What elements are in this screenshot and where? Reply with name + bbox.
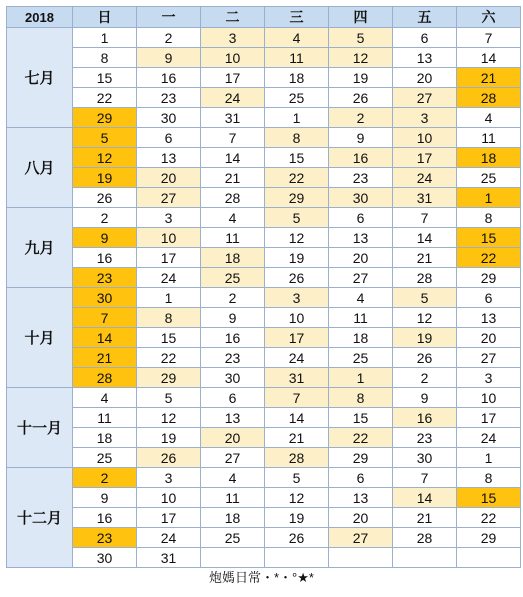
day-cell: 21 <box>457 68 521 88</box>
day-cell: 10 <box>457 388 521 408</box>
day-cell: 6 <box>137 128 201 148</box>
day-cell: 20 <box>329 508 393 528</box>
day-cell: 3 <box>201 28 265 48</box>
week-row <box>7 508 521 528</box>
day-cell: 27 <box>457 348 521 368</box>
day-cell: 8 <box>329 388 393 408</box>
day-cell: 25 <box>201 268 265 288</box>
week-row <box>7 528 521 548</box>
day-cell: 20 <box>329 248 393 268</box>
day-cell: 7 <box>393 208 457 228</box>
day-cell: 11 <box>457 128 521 148</box>
day-cell: 30 <box>137 108 201 128</box>
day-cell: 9 <box>73 488 137 508</box>
empty-day-cell <box>201 548 265 568</box>
day-cell: 8 <box>265 128 329 148</box>
weekday-thu: 四 <box>329 7 393 28</box>
day-cell: 6 <box>201 388 265 408</box>
day-cell: 14 <box>393 488 457 508</box>
week-row <box>7 48 521 68</box>
week-row <box>7 468 521 488</box>
day-cell: 29 <box>457 268 521 288</box>
day-cell: 28 <box>265 448 329 468</box>
day-cell: 15 <box>457 488 521 508</box>
day-cell: 3 <box>137 208 201 228</box>
day-cell: 29 <box>265 188 329 208</box>
day-cell: 16 <box>329 148 393 168</box>
week-row <box>7 188 521 208</box>
day-cell: 13 <box>329 488 393 508</box>
day-cell: 15 <box>137 328 201 348</box>
day-cell: 15 <box>73 68 137 88</box>
day-cell: 29 <box>329 448 393 468</box>
day-cell: 12 <box>73 148 137 168</box>
day-cell: 24 <box>393 168 457 188</box>
day-cell: 4 <box>201 468 265 488</box>
day-cell: 30 <box>73 548 137 568</box>
day-cell: 14 <box>457 48 521 68</box>
day-cell: 17 <box>137 248 201 268</box>
day-cell: 2 <box>137 28 201 48</box>
week-row <box>7 368 521 388</box>
week-row <box>7 228 521 248</box>
day-cell: 28 <box>201 188 265 208</box>
day-cell: 22 <box>265 168 329 188</box>
day-cell: 5 <box>137 388 201 408</box>
empty-day-cell <box>457 548 521 568</box>
day-cell: 4 <box>329 288 393 308</box>
week-row <box>7 148 521 168</box>
day-cell: 17 <box>457 408 521 428</box>
month-label-nov: 十一月 <box>7 388 73 468</box>
day-cell: 3 <box>137 468 201 488</box>
day-cell: 8 <box>457 208 521 228</box>
day-cell: 12 <box>265 228 329 248</box>
day-cell: 24 <box>265 348 329 368</box>
day-cell: 20 <box>393 68 457 88</box>
day-cell: 30 <box>73 288 137 308</box>
day-cell: 26 <box>73 188 137 208</box>
day-cell: 4 <box>457 108 521 128</box>
weekday-sat: 六 <box>457 7 521 28</box>
week-row <box>7 288 521 308</box>
day-cell: 16 <box>137 68 201 88</box>
week-row <box>7 208 521 228</box>
day-cell: 18 <box>201 508 265 528</box>
day-cell: 16 <box>73 248 137 268</box>
day-cell: 16 <box>393 408 457 428</box>
day-cell: 19 <box>265 508 329 528</box>
day-cell: 13 <box>393 48 457 68</box>
day-cell: 25 <box>73 448 137 468</box>
week-row <box>7 28 521 48</box>
weekday-header-row <box>7 7 521 28</box>
day-cell: 27 <box>329 528 393 548</box>
weekday-fri: 五 <box>393 7 457 28</box>
day-cell: 23 <box>201 348 265 368</box>
week-row <box>7 268 521 288</box>
day-cell: 1 <box>457 188 521 208</box>
day-cell: 11 <box>265 48 329 68</box>
weekday-tue: 二 <box>201 7 265 28</box>
weekday-sun: 日 <box>73 7 137 28</box>
day-cell: 16 <box>201 328 265 348</box>
calendar-body <box>7 28 521 568</box>
day-cell: 29 <box>73 108 137 128</box>
day-cell: 15 <box>457 228 521 248</box>
day-cell: 30 <box>393 448 457 468</box>
day-cell: 9 <box>393 388 457 408</box>
day-cell: 1 <box>137 288 201 308</box>
day-cell: 30 <box>329 188 393 208</box>
day-cell: 21 <box>393 508 457 528</box>
weekday-mon: 一 <box>137 7 201 28</box>
day-cell: 9 <box>329 128 393 148</box>
year-label: 2018 <box>7 7 73 28</box>
day-cell: 25 <box>201 528 265 548</box>
day-cell: 20 <box>457 328 521 348</box>
day-cell: 9 <box>73 228 137 248</box>
calendar-table <box>6 6 521 568</box>
day-cell: 7 <box>393 468 457 488</box>
week-row <box>7 408 521 428</box>
month-label-jul: 七月 <box>7 28 73 128</box>
day-cell: 21 <box>201 168 265 188</box>
day-cell: 17 <box>265 328 329 348</box>
day-cell: 17 <box>393 148 457 168</box>
day-cell: 10 <box>137 488 201 508</box>
day-cell: 31 <box>393 188 457 208</box>
day-cell: 27 <box>201 448 265 468</box>
day-cell: 13 <box>329 228 393 248</box>
day-cell: 2 <box>329 108 393 128</box>
day-cell: 14 <box>73 328 137 348</box>
day-cell: 8 <box>457 468 521 488</box>
day-cell: 31 <box>137 548 201 568</box>
day-cell: 31 <box>265 368 329 388</box>
day-cell: 20 <box>201 428 265 448</box>
month-label-dec: 十二月 <box>7 468 73 568</box>
day-cell: 10 <box>137 228 201 248</box>
day-cell: 8 <box>73 48 137 68</box>
day-cell: 18 <box>265 68 329 88</box>
day-cell: 5 <box>73 128 137 148</box>
day-cell: 6 <box>393 28 457 48</box>
day-cell: 23 <box>329 168 393 188</box>
week-row <box>7 448 521 468</box>
footer-caption: 炮媽日常・*・°★* <box>209 570 314 585</box>
month-label-sep: 九月 <box>7 208 73 288</box>
day-cell: 28 <box>73 368 137 388</box>
day-cell: 16 <box>73 508 137 528</box>
day-cell: 22 <box>137 348 201 368</box>
day-cell: 4 <box>201 208 265 228</box>
day-cell: 6 <box>329 208 393 228</box>
day-cell: 23 <box>137 88 201 108</box>
day-cell: 19 <box>393 328 457 348</box>
day-cell: 1 <box>265 108 329 128</box>
day-cell: 28 <box>393 528 457 548</box>
day-cell: 21 <box>73 348 137 368</box>
day-cell: 26 <box>265 268 329 288</box>
day-cell: 5 <box>329 28 393 48</box>
day-cell: 22 <box>329 428 393 448</box>
week-row <box>7 68 521 88</box>
day-cell: 22 <box>73 88 137 108</box>
day-cell: 9 <box>201 308 265 328</box>
weekday-wed: 三 <box>265 7 329 28</box>
day-cell: 21 <box>393 248 457 268</box>
day-cell: 19 <box>265 248 329 268</box>
day-cell: 7 <box>265 388 329 408</box>
week-row <box>7 88 521 108</box>
day-cell: 22 <box>457 508 521 528</box>
day-cell: 19 <box>73 168 137 188</box>
day-cell: 23 <box>73 528 137 548</box>
day-cell: 5 <box>265 208 329 228</box>
month-label-aug: 八月 <box>7 128 73 208</box>
day-cell: 1 <box>457 448 521 468</box>
day-cell: 14 <box>393 228 457 248</box>
day-cell: 8 <box>137 308 201 328</box>
day-cell: 15 <box>329 408 393 428</box>
day-cell: 6 <box>329 468 393 488</box>
week-row <box>7 388 521 408</box>
day-cell: 25 <box>329 348 393 368</box>
day-cell: 28 <box>457 88 521 108</box>
week-row <box>7 128 521 148</box>
day-cell: 12 <box>265 488 329 508</box>
day-cell: 9 <box>137 48 201 68</box>
day-cell: 14 <box>265 408 329 428</box>
week-row <box>7 548 521 568</box>
day-cell: 3 <box>457 368 521 388</box>
day-cell: 17 <box>137 508 201 528</box>
day-cell: 11 <box>201 228 265 248</box>
day-cell: 12 <box>137 408 201 428</box>
day-cell: 22 <box>457 248 521 268</box>
day-cell: 15 <box>265 148 329 168</box>
week-row <box>7 348 521 368</box>
week-row <box>7 488 521 508</box>
day-cell: 7 <box>201 128 265 148</box>
day-cell: 29 <box>457 528 521 548</box>
day-cell: 18 <box>73 428 137 448</box>
day-cell: 2 <box>73 208 137 228</box>
day-cell: 26 <box>393 348 457 368</box>
day-cell: 19 <box>137 428 201 448</box>
week-row <box>7 328 521 348</box>
day-cell: 10 <box>393 128 457 148</box>
day-cell: 24 <box>137 528 201 548</box>
week-row <box>7 108 521 128</box>
week-row <box>7 428 521 448</box>
day-cell: 12 <box>329 48 393 68</box>
week-row <box>7 168 521 188</box>
empty-day-cell <box>265 548 329 568</box>
day-cell: 10 <box>201 48 265 68</box>
day-cell: 17 <box>201 68 265 88</box>
day-cell: 10 <box>265 308 329 328</box>
day-cell: 7 <box>73 308 137 328</box>
day-cell: 11 <box>73 408 137 428</box>
day-cell: 14 <box>201 148 265 168</box>
day-cell: 21 <box>265 428 329 448</box>
day-cell: 18 <box>201 248 265 268</box>
day-cell: 18 <box>457 148 521 168</box>
day-cell: 4 <box>265 28 329 48</box>
day-cell: 29 <box>137 368 201 388</box>
day-cell: 23 <box>73 268 137 288</box>
week-row <box>7 308 521 328</box>
day-cell: 5 <box>393 288 457 308</box>
day-cell: 28 <box>393 268 457 288</box>
week-row <box>7 248 521 268</box>
day-cell: 24 <box>457 428 521 448</box>
day-cell: 6 <box>457 288 521 308</box>
day-cell: 30 <box>201 368 265 388</box>
day-cell: 27 <box>329 268 393 288</box>
day-cell: 2 <box>73 468 137 488</box>
day-cell: 4 <box>73 388 137 408</box>
day-cell: 3 <box>265 288 329 308</box>
day-cell: 7 <box>457 28 521 48</box>
day-cell: 3 <box>393 108 457 128</box>
day-cell: 20 <box>137 168 201 188</box>
day-cell: 1 <box>73 28 137 48</box>
day-cell: 13 <box>457 308 521 328</box>
empty-day-cell <box>329 548 393 568</box>
day-cell: 23 <box>393 428 457 448</box>
day-cell: 13 <box>137 148 201 168</box>
day-cell: 19 <box>329 68 393 88</box>
day-cell: 31 <box>201 108 265 128</box>
day-cell: 26 <box>329 88 393 108</box>
month-label-oct: 十月 <box>7 288 73 388</box>
day-cell: 26 <box>137 448 201 468</box>
day-cell: 27 <box>393 88 457 108</box>
day-cell: 25 <box>265 88 329 108</box>
day-cell: 13 <box>201 408 265 428</box>
day-cell: 11 <box>201 488 265 508</box>
empty-day-cell <box>393 548 457 568</box>
day-cell: 11 <box>329 308 393 328</box>
day-cell: 27 <box>137 188 201 208</box>
day-cell: 24 <box>201 88 265 108</box>
day-cell: 25 <box>457 168 521 188</box>
day-cell: 18 <box>329 328 393 348</box>
day-cell: 2 <box>393 368 457 388</box>
day-cell: 24 <box>137 268 201 288</box>
day-cell: 26 <box>265 528 329 548</box>
day-cell: 1 <box>329 368 393 388</box>
day-cell: 12 <box>393 308 457 328</box>
day-cell: 5 <box>265 468 329 488</box>
day-cell: 2 <box>201 288 265 308</box>
